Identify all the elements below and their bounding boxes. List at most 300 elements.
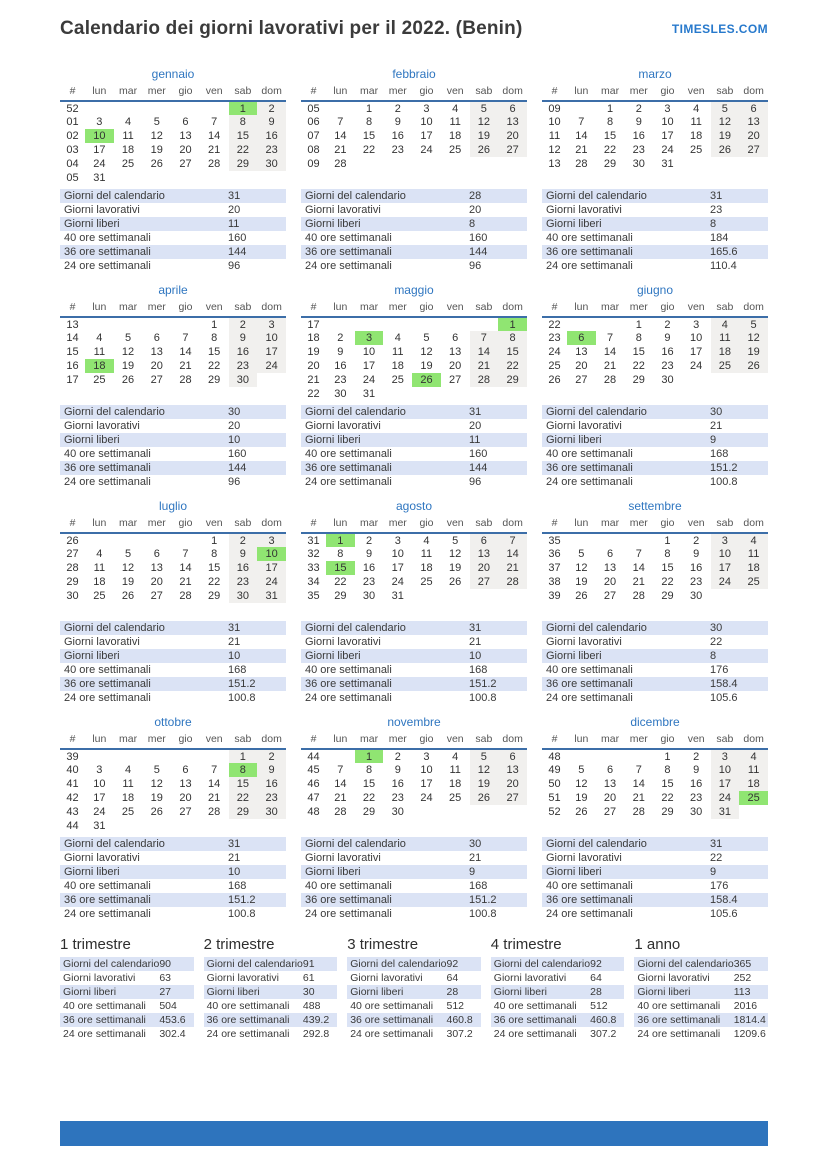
week-number: 44	[307, 750, 320, 763]
day-cell: 7	[211, 116, 218, 128]
day-cell	[498, 805, 527, 819]
day-cell	[624, 749, 653, 763]
summary-3-trimestre-stat-row	[347, 985, 481, 999]
week-number: 02	[66, 130, 79, 142]
summary-1-anno	[634, 936, 768, 1041]
month-marzo-stat-row	[542, 217, 768, 231]
day-cell: 25	[739, 575, 768, 589]
day-cell	[567, 317, 596, 331]
day-cell	[171, 819, 200, 833]
stat-value: 144	[469, 462, 488, 474]
day-cell: 28	[575, 158, 588, 170]
stat-value: 20	[469, 420, 482, 432]
week-row	[542, 373, 768, 387]
day-header: #	[542, 516, 567, 533]
day-cell: 9	[337, 346, 344, 358]
day-cell: 30	[690, 590, 703, 602]
summary-2-trimestre	[204, 936, 338, 1041]
day-cell: 17	[661, 130, 674, 142]
day-header: #	[60, 516, 85, 533]
day-header: dom	[257, 516, 286, 533]
day-cell: 24	[257, 575, 286, 589]
day-cell: 9	[394, 764, 401, 776]
day-cell: 23	[690, 576, 703, 588]
week-number: 46	[307, 778, 320, 790]
day-cell: 19	[449, 562, 462, 574]
day-cell: 17	[711, 561, 740, 575]
day-header: mar	[355, 84, 384, 101]
day-cell: 21	[632, 576, 645, 588]
day-cell	[326, 317, 355, 331]
summary-1-trimestre-stat-row	[60, 1013, 194, 1027]
day-cell: 29	[362, 806, 376, 818]
stat-value: 168	[228, 664, 247, 676]
day-cell: 2	[693, 750, 700, 763]
stat-value: 21	[469, 636, 482, 648]
day-header: mar	[596, 84, 625, 101]
day-header: mar	[114, 516, 143, 533]
day-header-row	[301, 84, 527, 101]
stat-label: 36 ore settimanali	[546, 894, 633, 906]
month-maggio-stat-row	[301, 419, 527, 433]
day-cell	[383, 317, 412, 331]
month-settembre-stat-row	[542, 677, 768, 691]
day-cell: 12	[121, 346, 135, 358]
month-maggio-stat-row	[301, 461, 527, 475]
day-cell: 18	[449, 130, 462, 142]
day-cell: 8	[229, 115, 258, 129]
day-header: dom	[257, 732, 286, 749]
day-cell: 7	[635, 548, 642, 560]
day-cell: 29	[661, 806, 674, 818]
stat-label: Giorni del calendario	[206, 958, 303, 970]
day-header: mer	[624, 84, 653, 101]
month-dicembre-stat-row	[542, 879, 768, 893]
day-header: mar	[114, 84, 143, 101]
stat-value: 184	[710, 232, 729, 244]
day-cell: 27	[498, 143, 527, 157]
month-agosto-stat-row	[301, 649, 527, 663]
day-cell: 22	[362, 144, 376, 156]
day-cell: 30	[661, 374, 674, 386]
month-gennaio-stat-row	[60, 245, 286, 259]
week-number: 47	[307, 792, 320, 804]
stat-value: 168	[469, 880, 488, 892]
summary-1-trimestre	[60, 936, 194, 1041]
week-number: 40	[66, 764, 79, 776]
day-cell	[85, 101, 114, 115]
day-cell: 18	[711, 345, 740, 359]
day-cell: 6	[153, 332, 160, 344]
day-header: #	[301, 300, 326, 317]
month-gennaio-stat-row	[60, 217, 286, 231]
stat-label: Giorni del calendario	[64, 838, 165, 850]
stat-label: Giorni liberi	[305, 650, 361, 662]
day-header: gio	[653, 300, 682, 317]
stat-label: 24 ore settimanali	[64, 692, 151, 704]
stat-label: Giorni del calendario	[546, 190, 647, 202]
day-cell: 12	[420, 346, 433, 358]
calendar-maggio	[301, 300, 527, 403]
month-title: novembre	[387, 715, 441, 729]
day-cell: 7	[211, 764, 218, 776]
day-cell: 26	[711, 143, 740, 157]
stat-label: 36 ore settimanali	[637, 1014, 721, 1026]
day-cell	[470, 589, 499, 603]
day-cell: 2	[229, 533, 258, 547]
month-settembre-stat-row	[542, 663, 768, 677]
day-header: ven	[682, 300, 711, 317]
day-cell: 31	[362, 388, 376, 400]
day-cell: 14	[179, 562, 192, 574]
stat-value: 92	[590, 958, 602, 970]
stat-label: Giorni liberi	[64, 434, 120, 446]
stat-label: Giorni lavorativi	[305, 420, 381, 432]
week-number: 21	[307, 374, 320, 386]
day-cell: 19	[739, 345, 768, 359]
week-row	[542, 589, 768, 603]
day-header: mer	[142, 516, 171, 533]
day-cell: 31	[93, 172, 106, 184]
stat-label: 24 ore settimanali	[546, 260, 633, 272]
day-cell: 12	[739, 331, 768, 345]
stat-label: Giorni del calendario	[64, 406, 165, 418]
stat-label: 40 ore settimanali	[305, 664, 392, 676]
summary-1-trimestre-stat-row	[60, 957, 194, 971]
month-febbraio-stat-row	[301, 217, 527, 231]
day-cell: 17	[420, 778, 433, 790]
week-number: 22	[307, 388, 320, 400]
day-cell: 20	[498, 129, 527, 143]
day-cell: 11	[739, 763, 768, 777]
stat-label: Giorni del calendario	[305, 838, 406, 850]
month-febbraio	[301, 66, 527, 273]
month-settembre-stat-row	[542, 649, 768, 663]
stat-label: Giorni lavorativi	[63, 972, 136, 984]
week-number: 08	[307, 144, 320, 156]
day-header: mar	[355, 732, 384, 749]
calendar-settembre	[542, 516, 768, 619]
day-cell: 7	[182, 332, 189, 344]
day-cell: 6	[153, 548, 160, 560]
day-cell	[739, 589, 768, 603]
week-number: 16	[66, 360, 79, 372]
week-row	[301, 777, 527, 791]
day-cell: 16	[334, 360, 347, 372]
stat-label: Giorni lavorativi	[305, 636, 381, 648]
stat-label: Giorni lavorativi	[64, 420, 140, 432]
week-number: 06	[307, 116, 320, 128]
month-febbraio-stat-row	[301, 259, 527, 273]
stat-value: 144	[469, 246, 488, 258]
summary-3-trimestre-stat-row	[347, 1013, 481, 1027]
day-cell: 6	[739, 101, 768, 115]
day-header: gio	[412, 732, 441, 749]
day-cell: 13	[739, 115, 768, 129]
week-row	[542, 157, 768, 171]
stat-label: 24 ore settimanali	[493, 1028, 577, 1040]
day-cell	[171, 533, 200, 547]
stat-label: 40 ore settimanali	[637, 1000, 721, 1012]
week-number: 45	[307, 764, 320, 776]
stat-value: 61	[302, 972, 315, 984]
day-cell	[441, 387, 470, 401]
week-row	[542, 331, 768, 345]
day-cell	[142, 101, 171, 115]
day-header: ven	[200, 300, 229, 317]
day-cell: 22	[208, 576, 221, 588]
day-cell: 27	[470, 575, 499, 589]
week-row	[60, 373, 286, 387]
day-cell: 30	[334, 388, 347, 400]
week-row	[60, 791, 286, 805]
day-cell	[326, 749, 355, 763]
stat-label: 36 ore settimanali	[206, 1014, 290, 1026]
week-number: 52	[66, 102, 79, 115]
stat-value: 2016	[733, 1000, 758, 1012]
stat-label: 40 ore settimanali	[546, 448, 633, 460]
month-novembre-stat-row	[301, 851, 527, 865]
stat-value: 96	[469, 260, 482, 272]
stat-label: 36 ore settimanali	[63, 1014, 146, 1026]
day-cell: 5	[711, 101, 740, 115]
month-ottobre-stat-row	[60, 851, 286, 865]
week-number: 32	[307, 548, 320, 560]
day-header: ven	[682, 516, 711, 533]
stat-label: Giorni del calendario	[64, 622, 165, 634]
day-cell: 13	[498, 763, 527, 777]
week-row	[301, 115, 527, 129]
day-cell: 26	[449, 576, 462, 588]
month-settembre-stats-table	[542, 621, 768, 705]
day-cell: 14	[632, 562, 645, 574]
stat-label: 24 ore settimanali	[64, 908, 151, 920]
day-cell: 17	[420, 130, 433, 142]
week-number: 01	[66, 116, 79, 128]
holiday-day-cell: 8	[229, 763, 258, 777]
summary-1-trimestre-stat-row	[60, 999, 194, 1013]
week-number: 34	[307, 576, 320, 588]
week-row	[301, 359, 527, 373]
day-cell: 15	[498, 345, 527, 359]
day-cell: 16	[391, 778, 404, 790]
stat-label: 36 ore settimanali	[64, 246, 151, 258]
calendar-table	[301, 516, 527, 603]
day-cell: 22	[498, 359, 527, 373]
day-cell: 16	[362, 562, 376, 574]
summary-4-trimestre-stat-row	[491, 971, 625, 985]
stat-value: 113	[733, 986, 751, 998]
day-cell: 14	[603, 346, 617, 358]
day-cell: 28	[179, 590, 192, 602]
day-cell: 25	[711, 359, 740, 373]
week-row	[301, 387, 527, 401]
week-number: 14	[66, 332, 79, 344]
day-header: mer	[383, 84, 412, 101]
day-cell: 25	[420, 576, 433, 588]
summary-1-anno-stat-row	[634, 971, 768, 985]
day-header: sab	[470, 732, 499, 749]
day-header: gio	[653, 84, 682, 101]
stat-label: 24 ore settimanali	[305, 476, 392, 488]
day-header: lun	[85, 300, 114, 317]
day-cell: 14	[334, 778, 347, 790]
day-cell	[114, 317, 143, 331]
week-number: 23	[548, 332, 561, 344]
calendar-table	[542, 300, 768, 387]
day-header: ven	[441, 84, 470, 101]
day-cell: 11	[711, 331, 740, 345]
day-cell: 15	[362, 778, 376, 790]
stat-value: 10	[228, 650, 241, 662]
page-title: Calendario dei giorni lavorativi per il 2022. (Benin)	[60, 18, 523, 39]
day-header: lun	[85, 516, 114, 533]
stat-label: Giorni liberi	[206, 986, 260, 998]
day-cell: 10	[690, 332, 703, 344]
stat-value: 11	[228, 218, 240, 230]
day-cell: 13	[179, 778, 192, 790]
week-row	[542, 359, 768, 373]
day-cell: 26	[575, 806, 588, 818]
day-cell: 19	[470, 129, 499, 143]
day-header-row	[301, 516, 527, 533]
day-cell: 7	[635, 764, 642, 776]
day-cell: 17	[93, 792, 106, 804]
day-cell: 29	[498, 373, 527, 387]
day-header: #	[301, 732, 326, 749]
day-cell: 4	[96, 332, 103, 344]
week-row	[60, 547, 286, 561]
day-cell: 11	[449, 116, 461, 128]
day-header: dom	[257, 300, 286, 317]
week-row	[301, 129, 527, 143]
week-number: 05	[307, 102, 320, 115]
day-cell: 21	[208, 144, 221, 156]
week-number: 36	[548, 548, 561, 560]
day-cell: 28	[208, 806, 221, 818]
day-cell	[85, 749, 114, 763]
week-number: 52	[548, 806, 561, 818]
holiday-day-cell: 25	[739, 791, 768, 805]
day-header: sab	[711, 300, 740, 317]
stat-value: 92	[446, 958, 459, 970]
day-header: mer	[142, 300, 171, 317]
stat-label: 40 ore settimanali	[546, 232, 633, 244]
week-row	[301, 589, 527, 603]
day-cell: 7	[182, 548, 189, 560]
day-cell: 20	[470, 561, 499, 575]
day-cell: 28	[334, 158, 347, 170]
month-title: giugno	[636, 283, 674, 297]
stat-value: 512	[590, 1000, 608, 1012]
day-cell	[171, 317, 200, 331]
month-settembre-stat-row	[542, 691, 768, 705]
day-cell: 29	[208, 590, 221, 602]
timesles-link[interactable]: TIMESLES.COM	[671, 22, 768, 36]
stat-label: 24 ore settimanali	[305, 692, 392, 704]
day-header: mar	[355, 300, 384, 317]
month-luglio-stat-row	[60, 663, 286, 677]
day-cell: 23	[229, 359, 258, 373]
day-cell: 11	[93, 346, 106, 358]
month-luglio-stat-row	[60, 649, 286, 663]
day-cell: 1	[635, 318, 642, 331]
calendar-gennaio	[60, 84, 286, 187]
stat-value: 10	[469, 650, 482, 662]
week-row	[301, 805, 527, 819]
day-cell: 30	[632, 158, 645, 170]
day-cell: 8	[664, 548, 671, 560]
day-cell: 21	[334, 792, 347, 804]
day-cell: 28	[498, 575, 527, 589]
day-cell: 7	[337, 116, 344, 128]
day-cell: 26	[470, 143, 499, 157]
day-header: lun	[326, 300, 355, 317]
day-cell: 15	[229, 129, 258, 143]
week-row	[301, 143, 527, 157]
stat-value: 100.8	[469, 692, 497, 704]
day-cell: 15	[632, 346, 645, 358]
day-cell: 5	[739, 317, 768, 331]
day-cell: 16	[391, 130, 404, 142]
day-cell: 16	[690, 778, 703, 790]
day-cell: 13	[498, 115, 527, 129]
stat-label: Giorni lavorativi	[350, 972, 423, 984]
month-febbraio-stats-table	[301, 189, 527, 273]
week-number: 42	[66, 792, 79, 804]
stat-label: Giorni liberi	[546, 650, 602, 662]
month-maggio-stats-table	[301, 405, 527, 489]
day-cell	[682, 373, 711, 387]
day-cell: 4	[124, 116, 132, 128]
day-cell	[171, 171, 200, 185]
stat-value: 31	[469, 406, 482, 418]
stat-value: 28	[446, 986, 459, 998]
day-cell: 14	[470, 345, 499, 359]
stat-label: Giorni liberi	[637, 986, 691, 998]
month-title: maggio	[394, 283, 434, 297]
day-cell: 30	[257, 805, 286, 819]
day-cell: 2	[693, 534, 700, 547]
week-row	[60, 171, 286, 185]
day-cell	[85, 533, 114, 547]
day-header-row	[60, 84, 286, 101]
day-cell: 26	[739, 359, 768, 373]
day-cell	[257, 171, 286, 185]
day-cell: 18	[391, 360, 404, 372]
footer-bar	[60, 1121, 768, 1146]
month-luglio-stat-row	[60, 635, 286, 649]
day-cell	[200, 819, 229, 833]
stat-value: 21	[228, 852, 241, 864]
day-cell: 12	[711, 115, 740, 129]
week-row	[60, 763, 286, 777]
calendar-table	[542, 516, 768, 603]
day-cell	[412, 589, 441, 603]
day-cell: 15	[208, 346, 221, 358]
month-marzo	[542, 66, 768, 273]
day-cell: 25	[449, 144, 462, 156]
month-agosto-stat-row	[301, 635, 527, 649]
stat-label: 40 ore settimanali	[493, 1000, 577, 1012]
day-cell: 27	[603, 806, 617, 818]
day-header: gio	[171, 732, 200, 749]
day-header-row	[542, 732, 768, 749]
day-cell: 17	[93, 144, 106, 156]
day-cell: 28	[603, 374, 617, 386]
stat-value: 488	[302, 1000, 321, 1012]
week-number: 50	[548, 778, 561, 790]
